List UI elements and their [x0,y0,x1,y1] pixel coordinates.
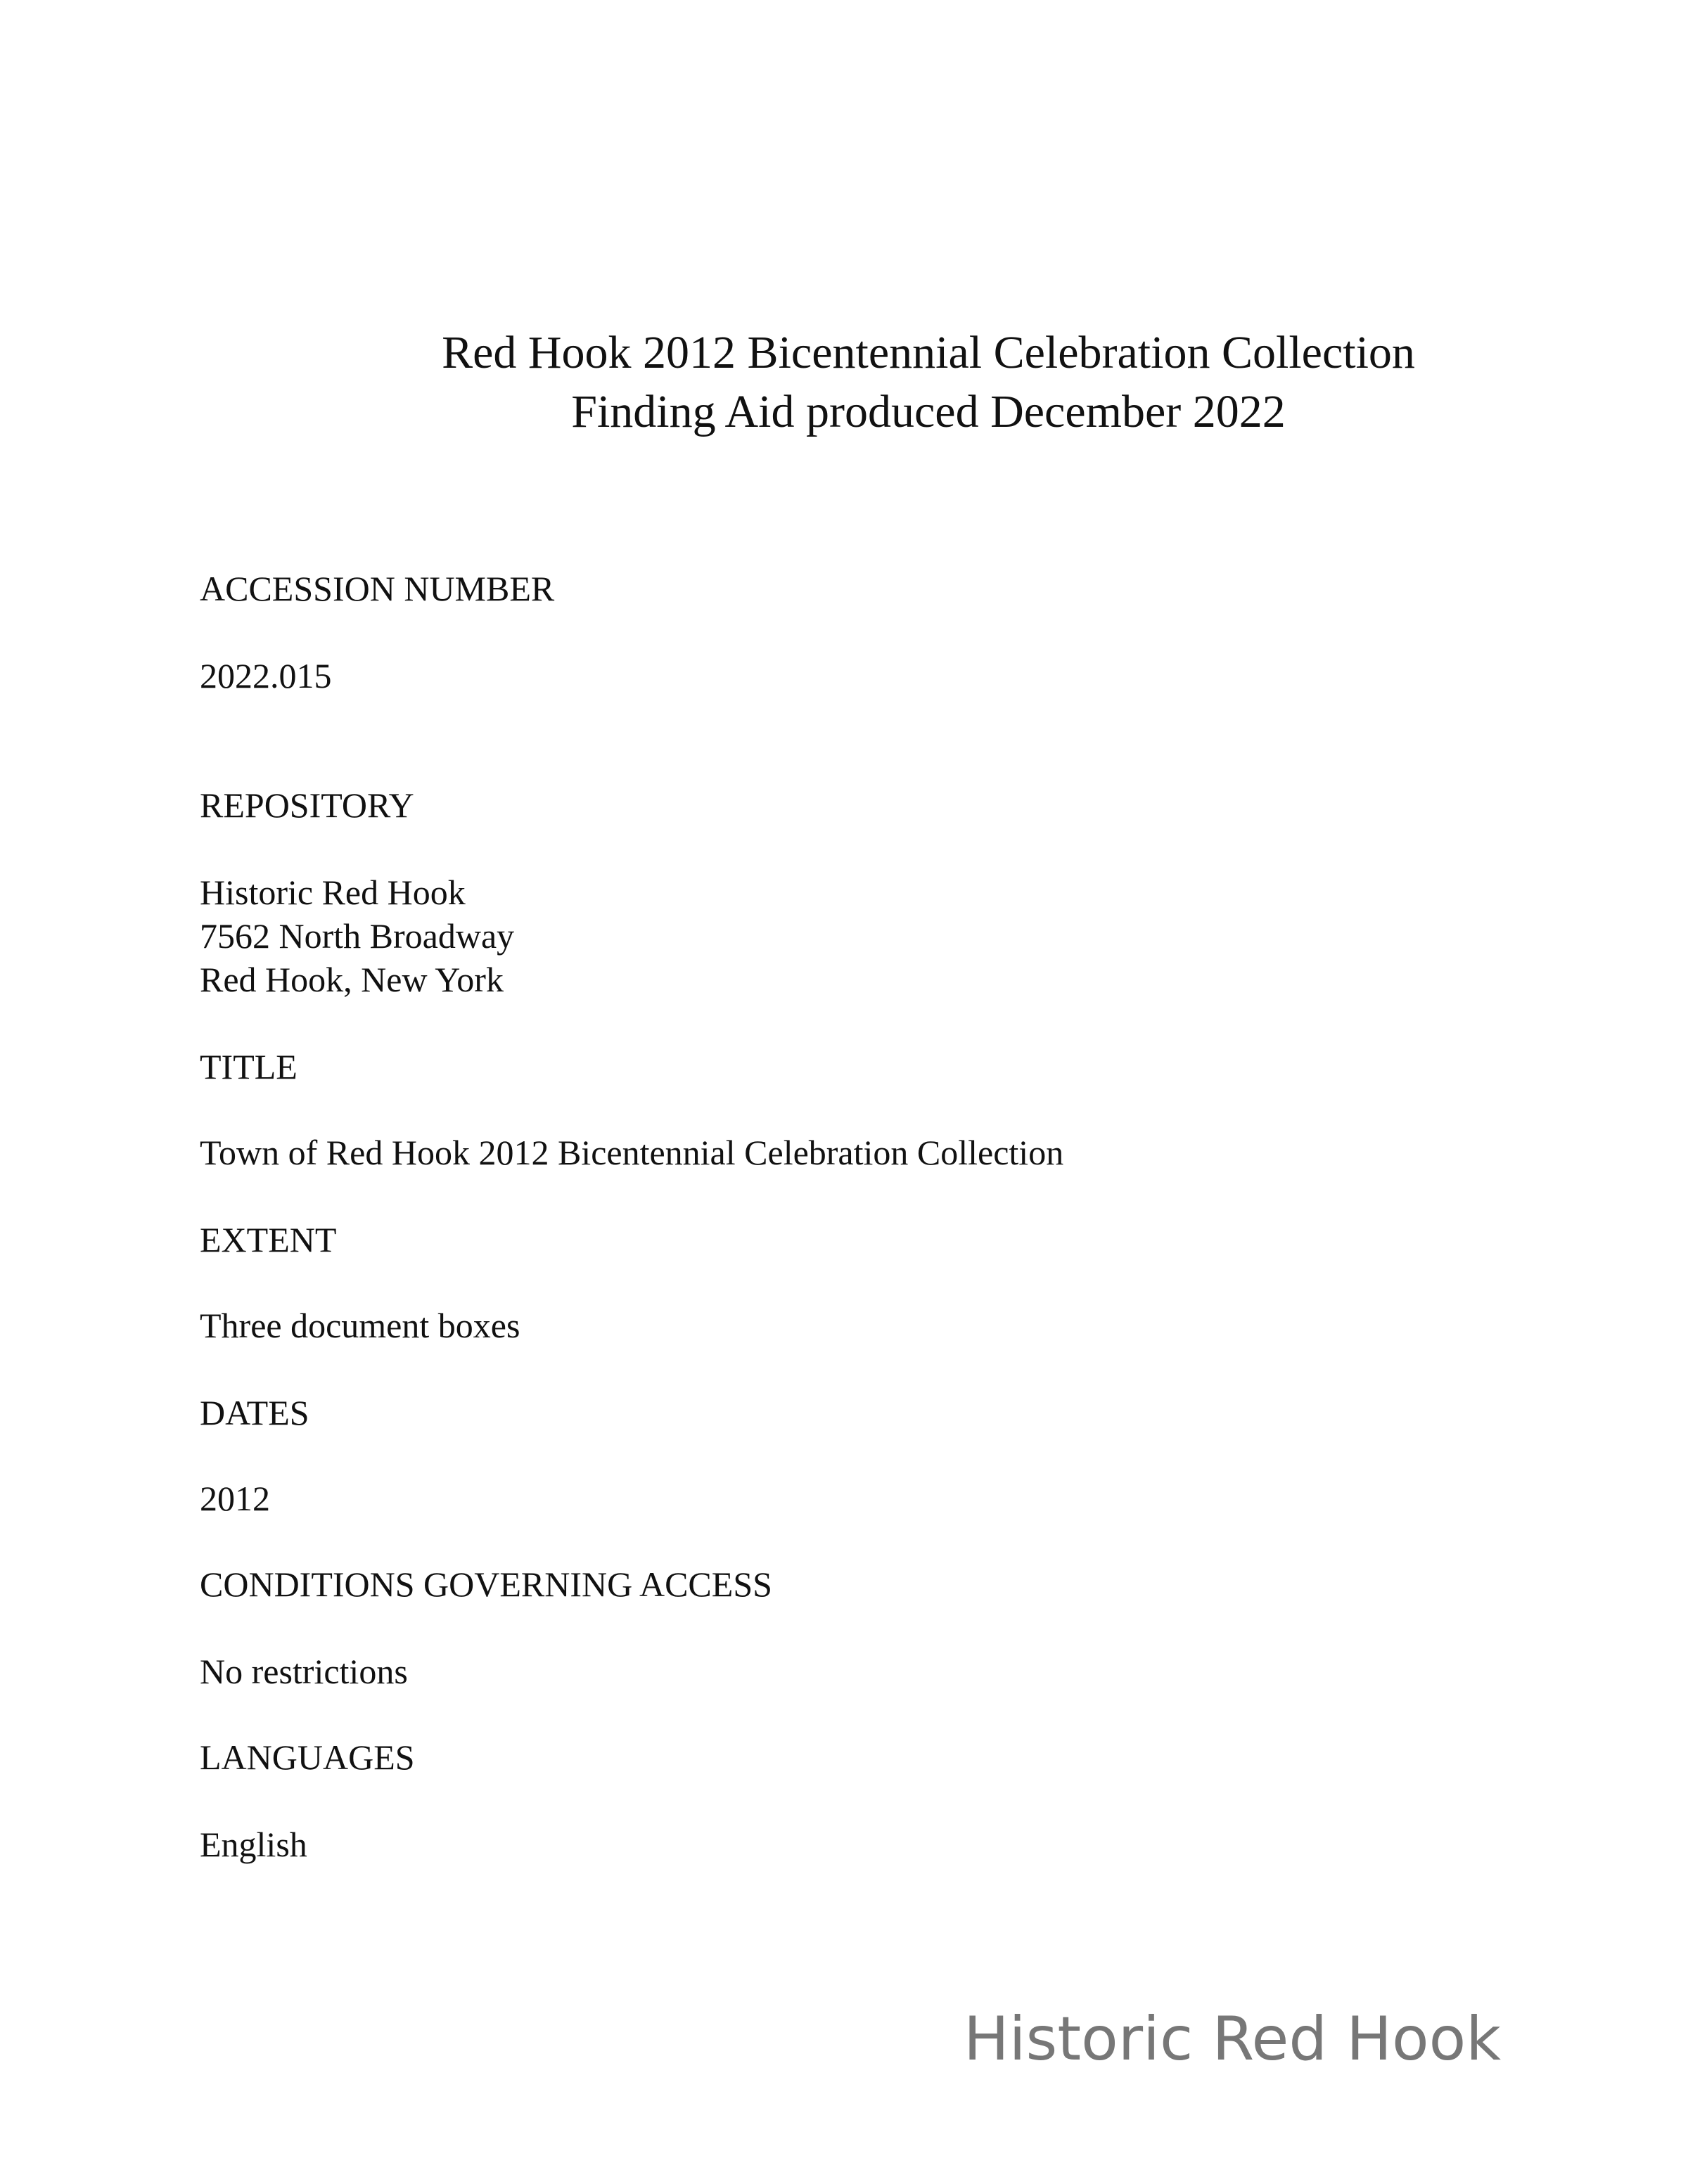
dates-label: DATES [200,1393,309,1432]
repository-line-2: 7562 North Broadway [200,916,515,956]
languages-value: English [200,1825,307,1864]
repository-line-3: Red Hook, New York [200,960,504,999]
title-label: TITLE [200,1047,298,1086]
accession-number-value: 2022.015 [200,656,332,695]
watermark: Historic Red Hook [963,2004,1501,2074]
dates-value: 2012 [200,1479,270,1518]
repository-line-1: Historic Red Hook [200,873,466,912]
accession-number-label: ACCESSION NUMBER [200,569,555,608]
document-title [0,323,1688,442]
extent-label: EXTENT [200,1220,337,1259]
title-line-2: Finding Aid produced December 2022 [571,386,1286,437]
languages-label: LANGUAGES [200,1737,415,1777]
title-line-1: Red Hook 2012 Bicentennial Celebration Collection [442,327,1415,378]
access-value: No restrictions [200,1652,408,1691]
title-value: Town of Red Hook 2012 Bicentennial Celebration Collection [200,1133,1064,1172]
repository-label: REPOSITORY [200,785,414,825]
access-label: CONDITIONS GOVERNING ACCESS [200,1565,772,1604]
extent-value: Three document boxes [200,1306,520,1345]
